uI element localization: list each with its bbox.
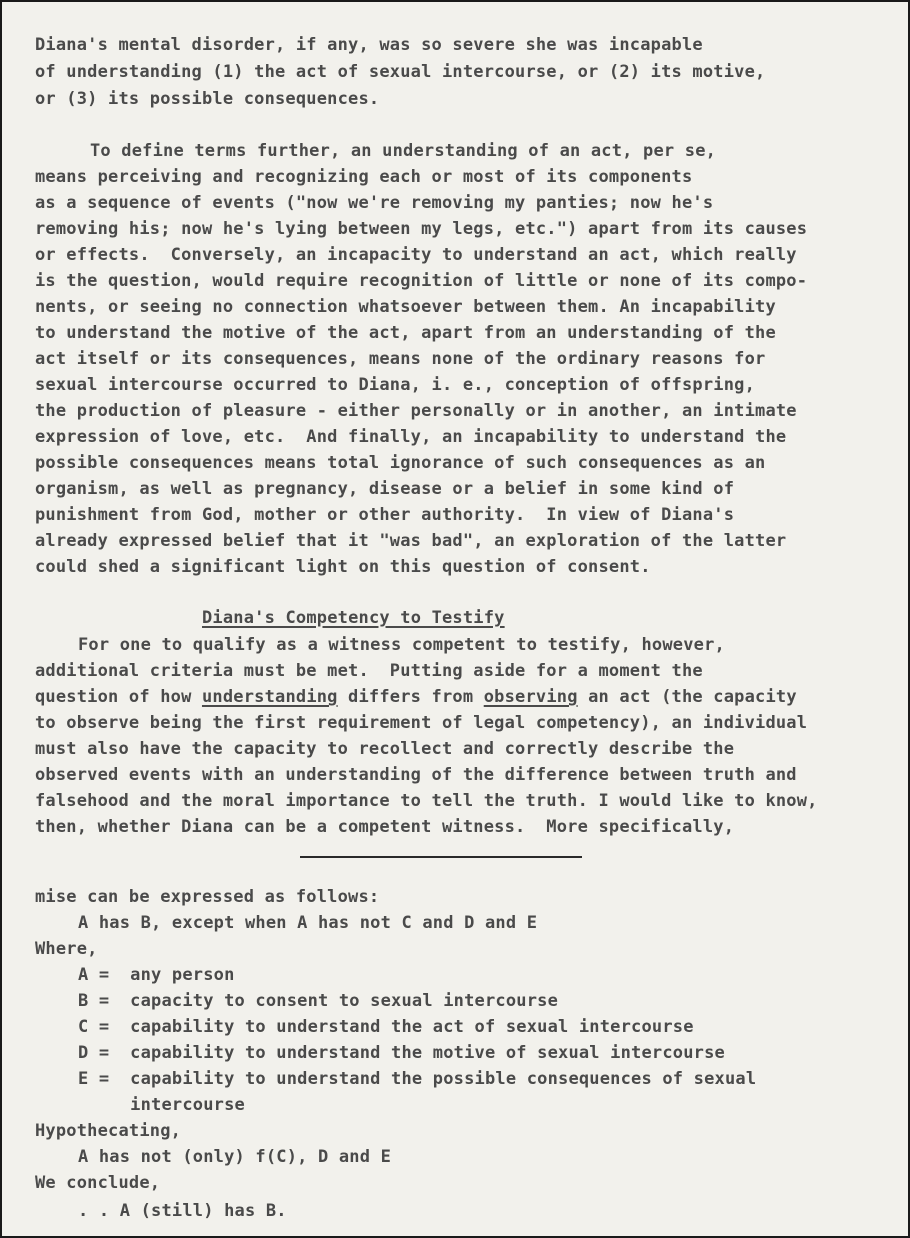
paragraph-2-line: sexual intercourse occurred to Diana, i. e., conception of offspring, bbox=[35, 375, 756, 395]
definition-line: intercourse bbox=[78, 1095, 245, 1115]
paragraph-2-line: expression of love, etc. And finally, an incapability to understand the bbox=[35, 427, 787, 447]
footnote-we-conclude: We conclude, bbox=[35, 1173, 161, 1193]
definition-line: B = capacity to consent to sexual intercourse bbox=[78, 991, 559, 1011]
paragraph-2-line: the production of pleasure - either personally or in another, an intimate bbox=[35, 401, 797, 421]
footnote-conclusion: . . A (still) has B. bbox=[78, 1201, 287, 1221]
footnote-hypothesis: A has not (only) f(C), D and E bbox=[78, 1147, 392, 1167]
definition-line: C = capability to understand the act of sexual intercourse bbox=[78, 1017, 694, 1037]
paragraph-3-line: then, whether Diana can be a competent witness. More specifically, bbox=[35, 817, 735, 837]
paragraph-2-line: as a sequence of events ("now we're removing my panties; now he's bbox=[35, 193, 714, 213]
paragraph-2-line: act itself or its consequences, means none of the ordinary reasons for bbox=[35, 349, 766, 369]
footnote-hypothecating: Hypothecating, bbox=[35, 1121, 182, 1141]
paragraph-1-line: of understanding (1) the act of sexual intercourse, or (2) its motive, bbox=[35, 62, 766, 82]
paragraph-3-line bbox=[35, 686, 797, 708]
paragraph-3-line: to observe being the first requirement of legal competency), an individual bbox=[35, 713, 808, 733]
paragraph-2-line: nents, or seeing no connection whatsoever between them. An incapability bbox=[35, 297, 776, 317]
definition-line: E = capability to understand the possible consequences of sexual bbox=[78, 1069, 757, 1089]
text-segment: an act (the capacity bbox=[577, 687, 797, 707]
paragraph-2-line: removing his; now he's lying between my legs, etc.") apart from its causes bbox=[35, 219, 808, 239]
paragraph-3-line: observed events with an understanding of the difference between truth and bbox=[35, 765, 797, 785]
definition-line: D = capability to understand the motive of sexual intercourse bbox=[78, 1043, 725, 1063]
underlined-word: observing bbox=[483, 687, 578, 707]
paragraph-2-line: is the question, would require recognition of little or none of its compo- bbox=[35, 271, 808, 291]
paragraph-3-line: must also have the capacity to recollect and correctly describe the bbox=[35, 739, 735, 759]
paragraph-2-line: could shed a significant light on this question of consent. bbox=[35, 557, 651, 577]
paragraph-2-line: possible consequences means total ignorance of such consequences as an bbox=[35, 453, 766, 473]
section-heading: Diana's Competency to Testify bbox=[202, 608, 505, 628]
footnote-intro: mise can be expressed as follows: bbox=[35, 887, 380, 907]
paragraph-2-line: already expressed belief that it "was bad", an exploration of the latter bbox=[35, 531, 787, 551]
paragraph-3-line: falsehood and the moral importance to tell the truth. I would like to know, bbox=[35, 791, 818, 811]
underlined-word: understanding bbox=[201, 687, 338, 707]
paragraph-2-line: or effects. Conversely, an incapacity to understand an act, which really bbox=[35, 245, 797, 265]
paragraph-1-line: or (3) its possible consequences. bbox=[35, 89, 380, 109]
paragraph-3-line: additional criteria must be met. Putting aside for a moment the bbox=[35, 661, 703, 681]
paragraph-2-line: To define terms further, an understanding of an act, per se, bbox=[90, 141, 717, 161]
footnote-where: Where, bbox=[35, 939, 98, 959]
paragraph-2-line: to understand the motive of the act, apart from an understanding of the bbox=[35, 323, 776, 343]
paragraph-2-line: means perceiving and recognizing each or most of its components bbox=[35, 167, 693, 187]
footnote-formula: A has B, except when A has not C and D and E bbox=[78, 913, 538, 933]
definition-line: A = any person bbox=[78, 965, 235, 985]
text-segment: question of how bbox=[35, 687, 202, 707]
paragraph-3-line: For one to qualify as a witness competent to testify, however, bbox=[78, 635, 725, 655]
paragraph-1-line: Diana's mental disorder, if any, was so severe she was incapable bbox=[35, 35, 703, 55]
footnote-separator bbox=[300, 856, 582, 858]
paragraph-2-line: punishment from God, mother or other authority. In view of Diana's bbox=[35, 505, 735, 525]
paragraph-2-line: organism, as well as pregnancy, disease or a belief in some kind of bbox=[35, 479, 735, 499]
text-segment: differs from bbox=[337, 687, 484, 707]
